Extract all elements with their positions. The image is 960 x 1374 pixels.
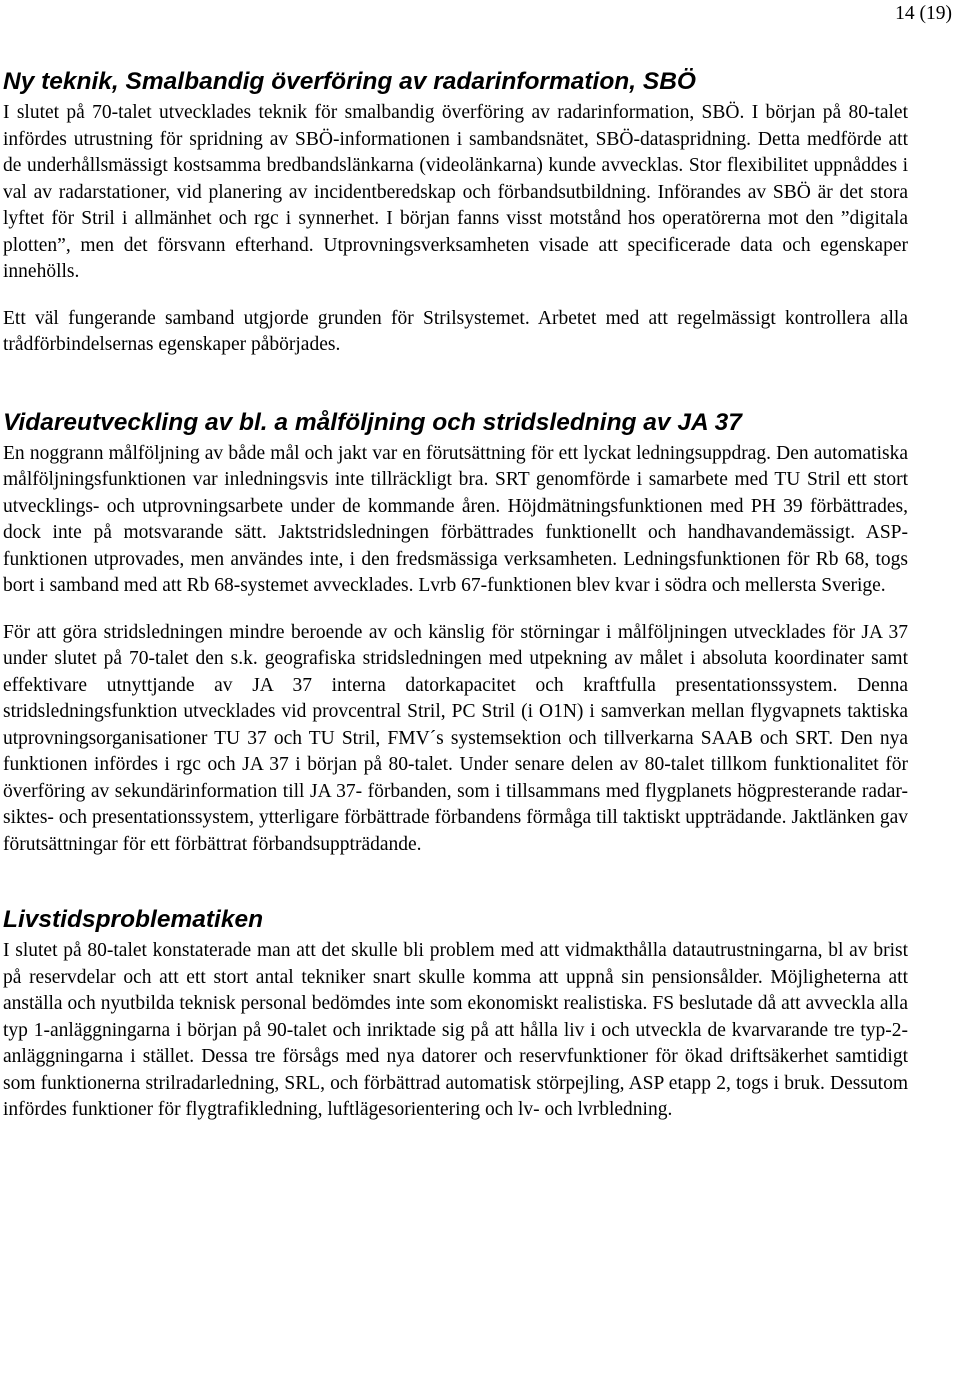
page-number: 14 (19) (895, 3, 952, 24)
section-vidareutveckling (3, 405, 908, 859)
section-sbo (3, 64, 908, 359)
document-body (3, 64, 908, 1124)
paragraph: En noggrann målföljning av både mål och jakt var en förutsättning för ett lyckat ledningsuppdrag. Den automatiska målföljningsfunktionen var inledningsvis inte tillräckligt bra. SRT genomförde i samarbete med TU Stril ett stort utvecklings- och utprovningsarbete under de kommande åren. Höjdmätningsfunktionen med PH 39 förbättrades, dock inte på motsvarande sätt. Jaktstridsledningen förbättrades funktionellt och handhavandemässigt. ASP-funktionen utprovades, men användes inte, i den fredsmässiga verksamheten. Ledningsfunktionen för Rb 68, togs bort i samband med att Rb 68-systemet avvecklades. Lvrb 67-funktionen blev kvar i södra och mellersta Sverige. (3, 442, 908, 596)
paragraph: I slutet på 70-talet utvecklades teknik för smalbandig överföring av radarinformation, SBÖ. I början på 80-talet infördes utrustning för spridning av SBÖ-informationen i sambandsnätet, SBÖ-dataspridning. Detta medförde att de underhållsmässigt kostsamma bredbandslänkarna (videolänkarna) kunde avvecklas. Stor flexibilitet uppnåddes i val av radarstationer, vid planering av incidentberedskap och förbandsutbildning. Införandes av SBÖ är det stora lyftet för Stril i allmänhet och rgc i synnerhet. I början fanns visst motstånd hos operatörerna mot den ”digitala plotten”, men det försvann efterhand. Utprovningsverksamheten visade att specificerade data och egenskaper innehölls. (3, 102, 908, 282)
section-heading: Vidareutveckling av bl. a målföljning och stridsledning av JA 37 (3, 408, 742, 436)
paragraph: För att göra stridsledningen mindre beroende av och känslig för störningar i målföljningen utvecklades för JA 37 under slutet på 70-talet den s.k. geografiska stridsledningen med utpekning av målet i absoluta koordinater samt effektivare utnyttjande av JA 37 interna datorkapacitet och kraftfulla presentationssystem. Denna stridsledningsfunktion utvecklades vid provcentral Stril, PC Stril (i O1N) i samverkan mellan flygvapnets taktiska utprovningsorganisationer TU 37 och TU Stril, FMV´s systemsektion och tillverkarna SAAB och SRT. Den nya funktionen infördes i rgc och JA 37 i början på 80-talet. Under senare delen av 80-talet tillkom funktionalitet för överföring av sekundärinformation till JA 37- förbanden, som i tillsammans med flygplanets högpresterande radar- siktes- och presentationssystem, ytterligare förbättrade förbandens förmåga till taktiskt uppträdande. Jaktlänken gav förutsättningar för ett förbättrat förbandsuppträdande. (3, 621, 908, 855)
paragraph: I slutet på 80-talet konstaterade man att det skulle bli problem med att vidmakthålla datautrustningarna, bl av brist på reservdelar och att ett stort antal tekniker snart skulle komma att uppnå sin pensionsålder. Möjligheterna att anställa och nyutbilda teknisk personal bedömdes inte som ekonomiskt realistiska. FS beslutade då att avveckla alla typ 1-anläggningarna i början på 90-talet och inriktade sig på att hålla liv i och utveckla de kvarvarande tre typ-2-anläggningarna i stället. Dessa tre försågs med nya datorer och reservfunktioner för ökad driftsäkerhet samtidigt som funktionerna strilradarledning, SRL, och förbättrad automatisk störpejling, ASP etapp 2, togs i bruk. Dessutom infördes funktioner för flygtrafikledning, luftlägesorientering och lv- och lvrbledning. (3, 940, 908, 1120)
section-heading: Ny teknik, Smalbandig överföring av radarinformation, SBÖ (3, 68, 696, 95)
section-livstid (3, 902, 908, 1124)
section-heading: Livstidsproblematiken (3, 906, 264, 933)
paragraph: Ett väl fungerande samband utgjorde grunden för Strilsystemet. Arbetet med att regelmässigt kontrollera alla trådförbindelsernas egenskaper påbörjades. (3, 307, 908, 355)
